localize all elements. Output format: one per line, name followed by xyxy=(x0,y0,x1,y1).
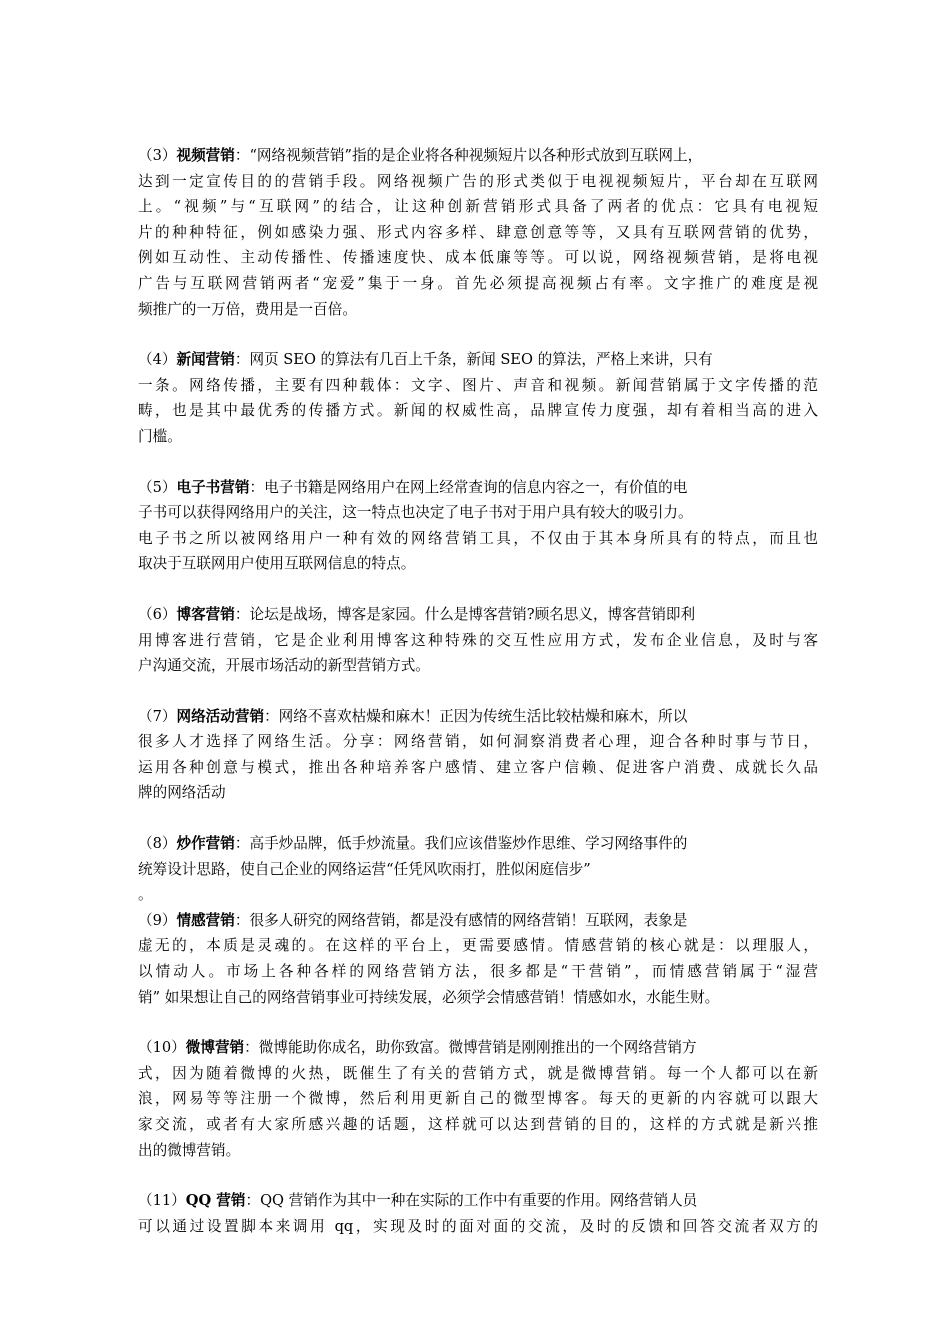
section-text: 一条。网络传播，主要有四种载体：文字、图片、声音和视频。新闻营销属于文字传播的范 xyxy=(138,376,818,394)
section-ebook-marketing xyxy=(138,475,818,577)
section-heading: 视频营销 xyxy=(176,147,235,164)
section-text: ：微博能助你成名，助你致富。微博营销是刚刚推出的一个网络营销方 xyxy=(244,1039,697,1057)
section-number: （8） xyxy=(138,835,177,853)
section-text: 例如互动性、主动传播性、传播速度快、成本低廉等等。可以说，网络视频营销，是将电视 xyxy=(138,249,818,267)
section-text: 出的微博营销。 xyxy=(138,1141,241,1159)
section-text: 虚无的，本质是灵魂的。在这样的平台上，更需要感情。情感营销的核心就是：以理服人， xyxy=(138,937,818,955)
section-first-line xyxy=(138,143,818,169)
section-text: 可以通过设置脚本来调用 qq，实现及时的面对面的交流，及时的反馈和回答交流者双方的 xyxy=(138,1217,818,1235)
section-text: ：很多人研究的网络营销，都是没有感情的网络营销！互联网，表象是 xyxy=(234,911,688,929)
section-text: 取决于互联网用户使用互联网信息的特点。 xyxy=(138,555,416,573)
section-heading: 微博营销 xyxy=(185,1039,245,1057)
section-number: （7） xyxy=(138,707,177,725)
section-weibo-marketing xyxy=(138,1035,818,1163)
section-blog-marketing xyxy=(138,602,818,679)
section-text: 家交流，或者有大家所感兴趣的话题，这样就可以达到营销的目的，这样的方式就是新兴推 xyxy=(138,1116,818,1133)
section-text: 达到一定宣传目的的营销手段。网络视频广告的形式类似于电视视频短片，平台却在互联网 xyxy=(138,172,818,190)
section-first-line xyxy=(138,1035,818,1061)
section-emotional-marketing xyxy=(138,908,818,1010)
section-first-line xyxy=(138,475,818,501)
section-text: ：QQ 营销作为其中一种在实际的工作中有重要的作用。网络营销人员 xyxy=(245,1192,698,1210)
section-text: 销” 如果想让自己的网络营销事业可持续发展，必须学会情感营销！情感如水，水能生财。 xyxy=(138,988,720,1006)
section-text: 子书可以获得网络用户的关注，这一特点也决定了电子书对于用户具有较大的吸引力。 xyxy=(138,504,693,522)
section-text: 上。“视频”与“互联网”的结合，让这种创新营销形式具备了两者的优点：它具有电视短 xyxy=(138,198,818,216)
section-text: ：网络不喜欢枯燥和麻木！正因为传统生活比较枯燥和麻木，所以 xyxy=(264,707,688,725)
section-text: 统筹设计思路，使自己企业的网络运营“任凭风吹雨打，胜似闲庭信步” xyxy=(138,860,591,878)
section-text: 片的种种特征，例如感染力强、形式内容多样、肆意创意等等，又具有互联网营销的优势， xyxy=(138,223,818,241)
section-first-line xyxy=(138,1188,818,1214)
section-text: 很多人才选择了网络生活。分享：网络营销，如何洞察消费者心理，迎合各种时事与节日， xyxy=(138,733,818,751)
section-hype-marketing xyxy=(138,831,818,908)
section-text: 运用各种创意与模式，推出各种培养客户感情、建立客户信赖、促进客户消费、成就长久品 xyxy=(138,758,818,776)
section-number: （11） xyxy=(138,1192,186,1210)
section-text: 频推广的一万倍，费用是一百倍。 xyxy=(138,300,357,318)
section-heading: 博客营销 xyxy=(176,605,235,623)
section-heading: QQ 营销 xyxy=(185,1192,246,1210)
section-text: ：高手炒品牌，低手炒流量。我们应该借鉴炒作思维、学习网络事件的 xyxy=(234,835,688,853)
section-text: 广告与互联网营销两者“宠爱”集于一身。首先必须提高视频占有率。文字推广的难度是视 xyxy=(138,274,818,292)
section-first-line xyxy=(138,831,818,857)
section-text: 以情动人。市场上各种各样的网络营销方法，很多都是“干营销”，而情感营销属于“湿营 xyxy=(138,963,818,981)
section-text: 浪，网易等等注册一个微博，然后利用更新自己的微型博客。每天的更新的内容就可以跟大 xyxy=(138,1090,818,1108)
section-text: 户沟通交流，开展市场活动的新型营销方式。 xyxy=(138,657,430,675)
section-text: 门槛。 xyxy=(138,427,182,445)
section-number: （5） xyxy=(138,478,177,496)
document-page xyxy=(138,143,818,1264)
section-number: （6） xyxy=(138,605,177,623)
section-first-line xyxy=(138,602,818,628)
section-text: 畴，也是其中最优秀的传播方式。新闻的权威性高，品牌宣传力度强，却有着相当高的进入 xyxy=(138,402,818,420)
section-text: 式，因为随着微博的火热，既催生了有关的营销方式，就是微博营销。每一个人都可以在新 xyxy=(138,1064,818,1082)
section-heading: 情感营销 xyxy=(176,911,235,929)
section-news-marketing xyxy=(138,347,818,449)
section-number: （10） xyxy=(138,1039,186,1057)
section-heading: 炒作营销 xyxy=(176,835,235,853)
section-first-line xyxy=(138,347,818,373)
section-first-line xyxy=(138,704,818,730)
section-text: ：电子书籍是网络用户在网上经常查询的信息内容之一，有价值的电 xyxy=(249,478,688,496)
section-heading: 网络活动营销 xyxy=(176,707,265,725)
section-text: 电子书之所以被网络用户一种有效的网络营销工具，不仅由于其本身所具有的特点，而且也 xyxy=(138,529,818,547)
section-text: ：网页 SEO 的算法有几百上千条，新闻 SEO 的算法，严格上来讲，只有 xyxy=(234,351,713,369)
section-text: 用博客进行营销，它是企业利用博客这种特殊的交互性应用方式，发布企业信息，及时与客 xyxy=(138,631,818,649)
section-number: （3） xyxy=(138,147,177,164)
section-number: （4） xyxy=(138,351,177,369)
section-text: ：“网络视频营销”指的是企业将各种视频短片以各种形式放到互联网上， xyxy=(234,147,703,164)
section-online-event-marketing xyxy=(138,704,818,806)
section-text: 牌的网络活动 xyxy=(138,784,226,802)
section-heading: 新闻营销 xyxy=(176,351,235,369)
section-text: 。 xyxy=(138,886,153,904)
section-text: ：论坛是战场，博客是家园。什么是博客营销?顾名思义，博客营销即利 xyxy=(234,605,696,623)
section-heading: 电子书营销 xyxy=(176,478,250,496)
section-video-marketing xyxy=(138,143,818,322)
section-number: （9） xyxy=(138,911,177,929)
section-first-line xyxy=(138,908,818,934)
section-qq-marketing xyxy=(138,1188,818,1239)
